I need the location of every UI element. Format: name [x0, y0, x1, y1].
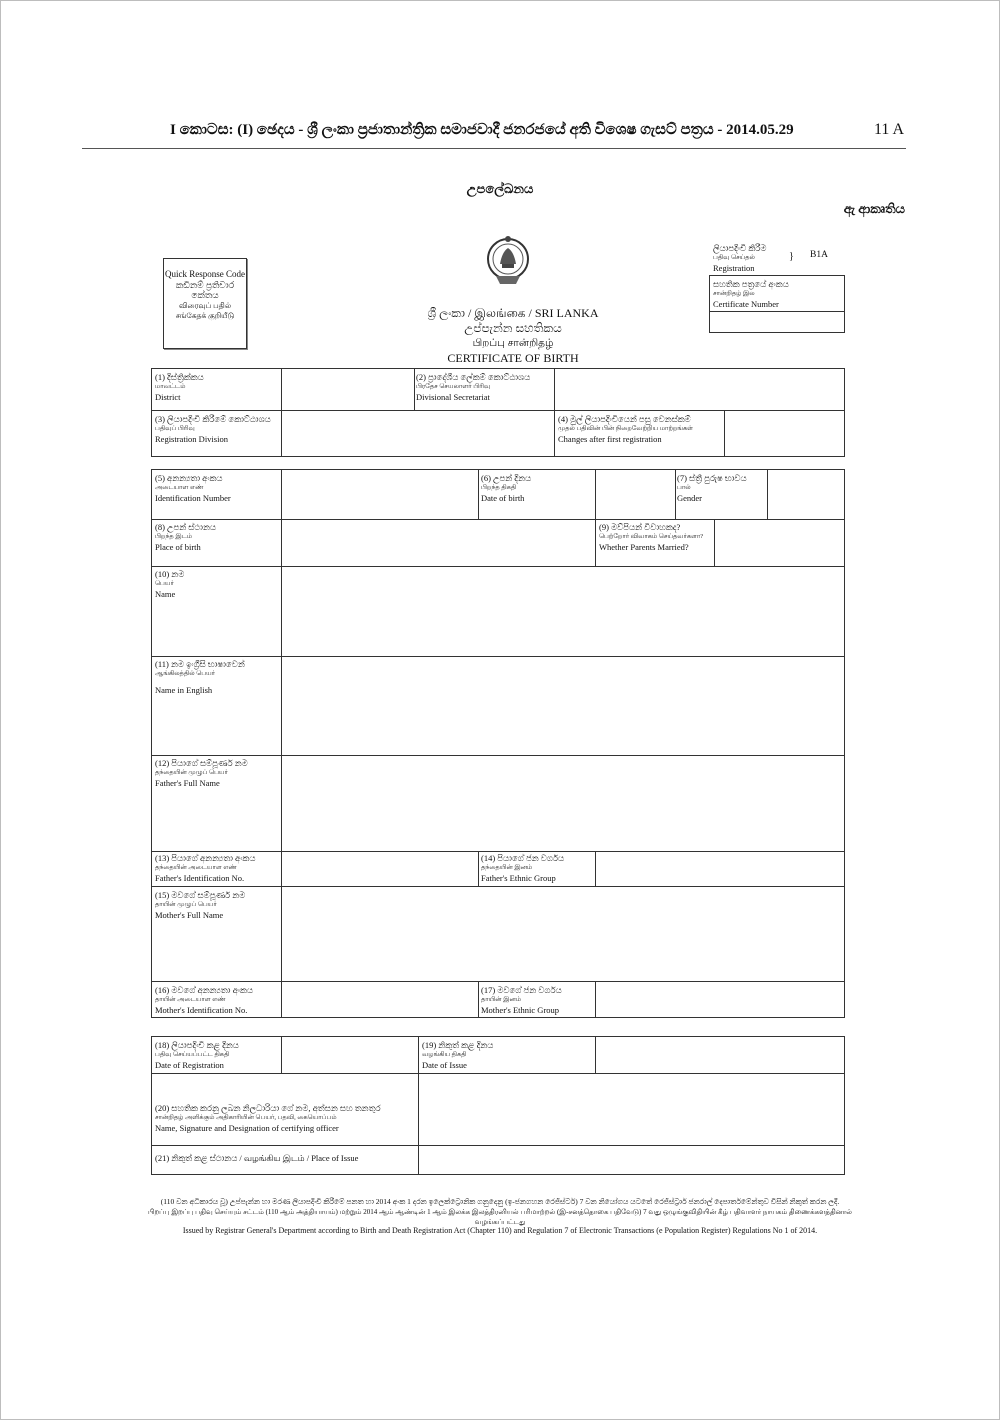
- footer-note-ta: பிறப்பு இறப்பு பதிவு செய்யும் சட்டம் (110 ஆம் அத்தியாயம்) மற்றும் 2014 ஆம் ஆண்டின் 1 ஆம் இலக்க இலத்திரனியல் பரிமாற்றல் (இ-சனத்தொகை பதிவேடு) 7 வது ஒழுங்குவிதியின் கீழ் பதிவாளர் நாயகம் திணைக்களத்தினால் வழங்கப்பட்டது: [148, 1208, 852, 1226]
- title-ta: பிறப்பு சான்றிதழ்: [472, 338, 554, 349]
- qr-code-box: [163, 258, 247, 349]
- field-registration-division: (3) ලියාපදිංචි කිරීමේ කොට්ඨාශය பதிவுப் பிரிவு Registration Division: [155, 414, 271, 444]
- certificate-number-box: [709, 275, 845, 333]
- gazette-page-number: 11 A: [874, 121, 905, 138]
- schedule-heading: උපලේඛනය: [466, 181, 534, 196]
- gazette-header-title: I කොටස: (I) ඡෙදය - ශ්‍රී ලංකා ප්‍රජාතාන්ත්‍රික සමාජවාදී ජනරජයේ අති විශෙෂ ගැසට් පත්‍රය - 2014.05.29: [170, 122, 794, 138]
- field-date-of-registration: (18) ලියාපදිංචි කළ දිනය பதிவு செய்யப்பட்ட திகதி Date of Registration: [155, 1040, 239, 1070]
- qr-label-si: කඩිනම් ප්‍රතිචාර කේතය: [175, 279, 235, 300]
- field-fathers-ethnic-group: (14) පියාගේ ජන වර්ගය தந்தையின் இனம் Father's Ethnic Group: [481, 853, 565, 883]
- qr-label-en: Quick Response Code: [165, 269, 245, 279]
- field-mothers-full-name: (15) මවගේ සම්පූර්ණ නම தாயின் முழுப் பெயர் Mother's Full Name: [155, 890, 246, 920]
- footer-note-en: Issued by Registrar General's Department according to Birth and Death Registration Act (Chapter 110) and Regulation 7 of Electronic Transactions (e Population Register) Regulations No 1 of 2014.: [182, 1226, 818, 1235]
- field-mothers-ethnic-group: (17) මවගේ ජන වර්ගය தாயின் இனம் Mother's Ethnic Group: [481, 985, 562, 1015]
- field-changes-after-registration: (4) මුල් ලියාපදිංචියෙන් පසු වෙනස්කම් முதல் பதிவின் பின் நிறைவேற்றிய மாற்றங்கள் Changes after first registration: [558, 414, 694, 444]
- registration-label: ලියාපදිංචි කිරීම பதிவு செய்தல் Registration: [713, 243, 767, 273]
- field-name: (10) නම பெயர் Name: [155, 569, 185, 599]
- qr-label-ta: விரைவுப் பதில் சங்கேதக் குறியீடு: [175, 300, 235, 320]
- title-en: CERTIFICATE OF BIRTH: [447, 351, 579, 365]
- footer-note-si: (110 වන අධිකාරය වූ) උප්පැන්න හා මරණ ලියාපදිංචි කිරීමේ පනත හා 2014 අංක 1 දරන ඉලෙක්ට්‍රොනික ගනුදෙනු (ඉ-ජනගහන රෙජිස්ටර්) 7 වන නියෝගය යටතේ රෙජිස්ට්‍රාර් ජනරාල් දෙපාර්තමේන්තුව විසින් නිකුත් කරන ලදී.: [160, 1197, 840, 1206]
- field-name-in-english: (11) නම ඉංග්‍රීසි භාෂාවෙන් ஆங்கிலத்தில் பெயர் Name in English: [155, 659, 245, 695]
- field-place-of-birth: (8) උපන් ස්ථානය பிறந்த இடம் Place of birth: [155, 522, 216, 552]
- field-gender: (7) ස්ත්‍රී පුරුෂ භාවය பால் Gender: [677, 473, 747, 503]
- title-si: උප්පැන්න සහතිකය: [464, 321, 562, 335]
- registration-brace: }: [789, 251, 794, 262]
- title-block: [380, 306, 646, 366]
- registration-code: B1A: [810, 250, 828, 260]
- field-fathers-id: (13) පියාගේ අනන්‍යතා අංකය தந்தையின் அடையாள எண் Father's Identification No.: [155, 853, 256, 883]
- sri-lanka-emblem-icon: [485, 234, 531, 288]
- field-district: (1) දිස්ත්‍රික්කය மாவட்டம் District: [155, 372, 204, 402]
- field-parents-married: (9) මව්පියන් විවාහකද? பெற்றோர் விவாகம் செய்தவர்களா? Whether Parents Married?: [599, 522, 704, 552]
- field-divisional-secretariat: (2) ප්‍රාදේශීය ලේකම් කොට්ඨාශය பிரதேச செயலாளர் பிரிவு Divisional Secretariat: [416, 372, 531, 402]
- field-identification-number: (5) අනන්‍යතා අංකය அடையாள எண் Identification Number: [155, 473, 231, 503]
- field-date-of-issue: (19) නිකුත් කළ දිනය வழங்கிய திகதி Date of Issue: [422, 1040, 494, 1070]
- field-mothers-id: (16) මවගේ අනන්‍යතා අංකය தாயின் அடையாள எண் Mother's Identification No.: [155, 985, 253, 1015]
- field-certifying-officer: (20) සහතික කරනු ලබන නිලධාරියා ගේ නම, අත්සන සහ තනතුර சான்றிதழ் அளிக்கும் அதிகாரியின் பெயர், பதவி, கையொப்பம் Name, Signature and Designation of certifying officer: [155, 1103, 381, 1133]
- form-type: ඇ ආකෘතිය: [843, 201, 905, 216]
- field-date-of-birth: (6) උපන් දිනය பிறந்த திகதி Date of birth: [481, 473, 532, 503]
- certificate-number-label: සහතික පත්‍රයේ අංකය சான்றிதழ் இல Certificate Number: [713, 279, 789, 309]
- field-place-of-issue: (21) නිකුත් කළ ස්ථානය / வழங்கிய இடம் / Place of Issue: [155, 1153, 359, 1163]
- field-fathers-full-name: (12) පියාගේ සම්පූර්ණ නම தந்தையின் முழுப் பெயர் Father's Full Name: [155, 758, 248, 788]
- country-line: ශ්‍රී ලංකා / இலங்கை / SRI LANKA: [427, 306, 599, 320]
- header-rule: [82, 148, 906, 149]
- section-birth-details: [151, 469, 845, 1018]
